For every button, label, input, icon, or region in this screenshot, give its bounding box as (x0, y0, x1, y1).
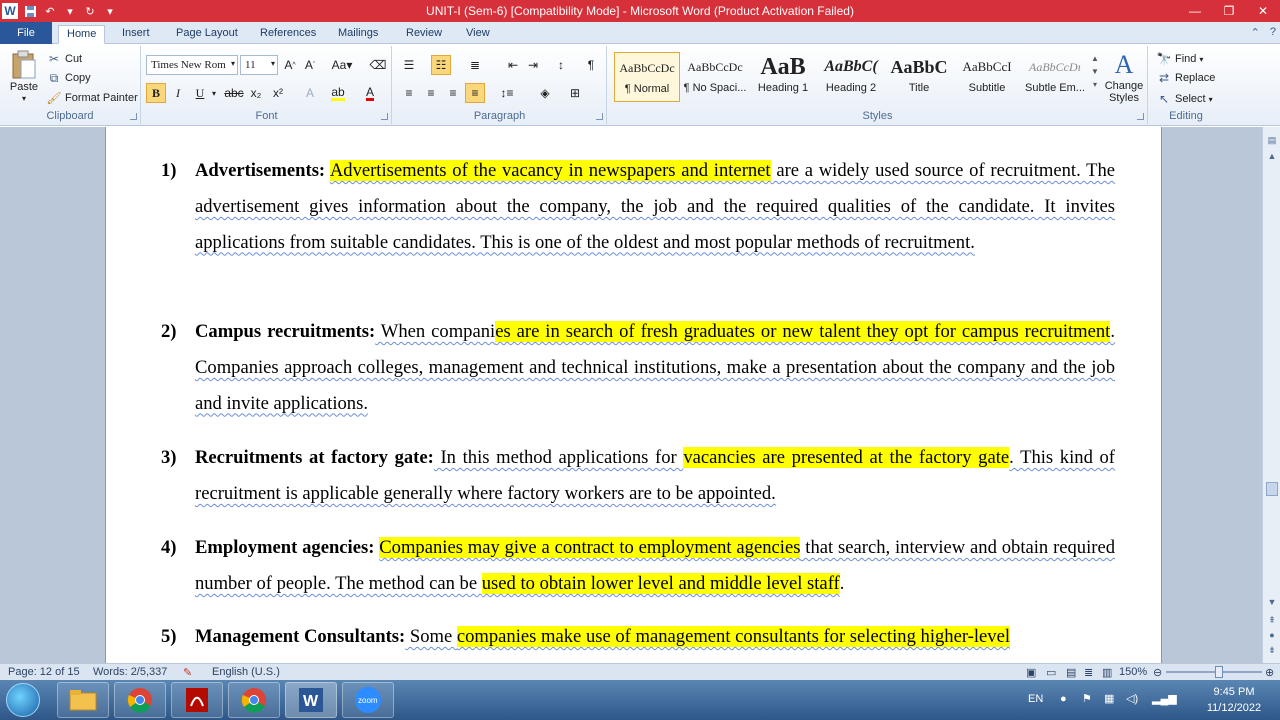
underline-button[interactable]: U (195, 85, 205, 100)
undo-dropdown-icon[interactable]: ▾ (67, 5, 73, 18)
paragraph-group (393, 46, 607, 124)
bullets-icon[interactable]: ☰ (403, 58, 415, 72)
item-heading: Advertisements: (195, 160, 326, 181)
tab-references[interactable]: References (260, 27, 317, 39)
tray-app-icon[interactable]: ● (1060, 693, 1067, 705)
zoom-slider-track[interactable] (1166, 671, 1262, 673)
shading-icon[interactable]: ◈ (540, 86, 550, 100)
language-indicator[interactable]: English (U.S.) (212, 666, 280, 678)
body-text: Some (405, 626, 457, 647)
style-heading-1[interactable]: AaB Heading 1 (757, 54, 809, 94)
tab-file[interactable]: File (0, 22, 52, 44)
window-title: UNIT-I (Sem-6) [Compatibility Mode] - Microsoft Word (Product Activation Failed) (426, 4, 854, 18)
item-heading: Management Consultants: (195, 626, 406, 647)
show-formatting-marks-icon[interactable]: ¶ (587, 58, 595, 72)
editing-group-label: Editing (1169, 110, 1203, 122)
ribbon-right-controls (1251, 26, 1276, 39)
close-icon[interactable]: ✕ (1257, 4, 1269, 18)
styles-launcher-icon[interactable] (1137, 113, 1144, 120)
system-tray (1020, 680, 1280, 720)
font-name-combobox[interactable]: Times New Rom ▾ (146, 55, 238, 75)
start-button-icon[interactable] (6, 683, 40, 717)
clock-date[interactable]: 11/12/2022 (1206, 702, 1262, 714)
body-text: . Companies approach colleges, management and technical institutions, make a presentation about the company and the job and invite applications. (195, 321, 1116, 414)
borders-icon[interactable]: ⊞ (569, 86, 581, 100)
window-controls (1178, 0, 1280, 22)
proofing-icon[interactable]: ✎ (183, 667, 193, 679)
ribbon (0, 44, 1280, 126)
select-button[interactable]: ↖ Select ▾ (1156, 91, 1213, 107)
font-group (142, 46, 392, 124)
svg-text:W: W (303, 693, 319, 710)
list-item[interactable]: 5) Management Consultants: Some companies make use of management consultants for selecting higher-level (161, 626, 1010, 647)
browse-object-icon[interactable]: ● (1269, 630, 1275, 640)
scroll-down-arrow-icon[interactable]: ▼ (1267, 597, 1277, 607)
zoom-app-icon[interactable] (342, 682, 394, 718)
tab-review[interactable]: Review (406, 27, 443, 39)
document-page[interactable] (105, 127, 1162, 663)
redo-icon[interactable]: ↻ (85, 5, 95, 18)
shrink-font-icon[interactable]: A ˇ (304, 58, 316, 72)
list-item[interactable]: 3) Recruitments at factory gate: In this method applications for vacancies are presented at the factory gate. This kind of recruitment is applicable generally where factory workers are to be appointed. (161, 447, 1115, 504)
status-bar (0, 663, 1280, 680)
next-page-icon[interactable]: ⇟ (1268, 645, 1276, 655)
list-item[interactable]: 1) Advertisements: Advertisements of the vacancy in newspapers and internet are a widely used source of recruitment. The advertisement gives information about the company, the job and the required qualities of the candidate. It invites applications from suitable candidates. This is one of the oldest and most popular methods of recruitment. (161, 160, 1116, 253)
binoculars-icon: 🔭 (1156, 52, 1172, 66)
list-item[interactable]: 2) Campus recruitments: When companies are in search of fresh graduates or new talent they opt for campus recruitment. Companies approach colleges, management and technical institutions, make a presentation about the company and the job and invite applications. (161, 321, 1116, 414)
clipboard-launcher-icon[interactable] (130, 113, 137, 120)
signal-icon[interactable]: ▂▄▆ (1152, 693, 1177, 705)
word-taskbar-icon[interactable] (285, 682, 337, 718)
scroll-thumb[interactable] (1266, 482, 1278, 496)
copy-icon: ⧉ (49, 70, 59, 85)
scroll-up-icon[interactable]: ▲ (1091, 54, 1099, 63)
cursor-icon: ↖ (1158, 92, 1170, 106)
replace-icon: ⇄ (1158, 71, 1170, 85)
body-text: When compani (375, 321, 496, 342)
format-painter-button[interactable]: 🖌 Format Painter (46, 91, 138, 105)
document-area (0, 127, 1262, 663)
font-launcher-icon[interactable] (381, 113, 388, 120)
bold-button[interactable]: B (146, 83, 166, 103)
flag-icon[interactable]: ⚑ (1082, 693, 1092, 705)
body-text: In this method applications for (433, 447, 684, 468)
cut-button[interactable]: ✂ Cut (46, 51, 82, 67)
style-subtitle[interactable]: AaBbCcI Subtitle (962, 59, 1012, 94)
item-heading: Recruitments at factory gate: (195, 447, 434, 468)
body-text: . (839, 572, 845, 594)
highlighted-text: es are in search of fresh graduates or new talent they opt for campus recruitment (495, 321, 1111, 342)
highlighted-text: companies make use of management consultants for selecting higher-level (456, 626, 1010, 647)
minimize-icon[interactable]: — (1189, 4, 1201, 18)
font-group-label: Font (255, 110, 278, 122)
chevron-down-icon: ▾ (230, 59, 235, 68)
clock-time[interactable]: 9:45 PM (1213, 686, 1255, 698)
paste-button[interactable]: Paste ▾ (6, 50, 42, 103)
body-text: . This kind of recruitment is applicable generally where factory workers are to be appointed. (195, 447, 1115, 504)
superscript-button[interactable]: x² (273, 86, 283, 100)
justify-icon[interactable]: ≡ (465, 83, 485, 103)
style-subtle-emphasis[interactable]: AaBbCcDı Subtle Em... (1025, 60, 1085, 94)
customize-qat-icon[interactable]: ▾ (107, 5, 113, 18)
clipboard-group-label: Clipboard (46, 110, 94, 122)
styles-scroll-controls[interactable] (1090, 54, 1100, 89)
scroll-down-icon[interactable]: ▼ (1091, 67, 1099, 76)
network-icon[interactable]: ▦ (1104, 693, 1115, 705)
style-normal[interactable]: AaBbCcDc ¶ Normal (614, 52, 680, 102)
ruler-toggle-icon[interactable]: ▤ (1267, 135, 1277, 145)
paintbrush-icon: 🖌 (46, 91, 62, 105)
zoom-in-icon[interactable]: ⊕ (1265, 667, 1275, 679)
numbering-icon[interactable]: ☷ (431, 55, 451, 75)
draft-view-icon[interactable]: ▥ (1102, 667, 1113, 679)
editing-group (1150, 46, 1222, 124)
underline-dropdown-icon[interactable]: ▾ (211, 88, 216, 98)
multilevel-list-icon[interactable]: ≣ (469, 58, 481, 72)
scroll-up-arrow-icon[interactable]: ▲ (1267, 151, 1277, 161)
list-item[interactable]: 4) Employment agencies: Companies may give a contract to employment agencies that search, interview and obtain required number of people. The method can be used to obtain lower level and middle level staff. (161, 537, 1116, 594)
italic-button[interactable]: I (176, 85, 180, 100)
replace-button[interactable]: ⇄ Replace (1156, 70, 1215, 86)
previous-page-icon[interactable]: ⇞ (1268, 615, 1276, 625)
subscript-button[interactable]: x₂ (250, 86, 262, 100)
web-layout-icon[interactable]: ▤ (1066, 667, 1077, 679)
paragraph-group-label: Paragraph (473, 110, 526, 122)
font-color-icon[interactable]: A (365, 84, 374, 99)
item-heading: Campus recruitments: (195, 321, 376, 342)
more-styles-icon[interactable]: ▾ (1092, 80, 1097, 89)
vertical-scrollbar[interactable] (1262, 127, 1280, 663)
find-button[interactable]: 🔭 Find ▾ (1156, 52, 1204, 66)
chevron-down-icon: ▾ (270, 59, 275, 68)
style-title[interactable]: AaBbC Title (890, 57, 948, 94)
print-layout-view-icon[interactable]: ▣ (1026, 667, 1037, 679)
tab-insert[interactable]: Insert (122, 27, 150, 39)
acrobat-icon[interactable] (171, 682, 223, 718)
windows-taskbar (0, 680, 1280, 720)
align-left-icon[interactable]: ≡ (405, 86, 413, 100)
clipboard-group (0, 46, 141, 124)
copy-button[interactable]: ⧉ Copy (46, 70, 91, 86)
highlight-color-icon[interactable]: ab (331, 84, 345, 99)
zoom-level[interactable]: 150% (1119, 666, 1148, 678)
tab-home[interactable]: Home (58, 25, 105, 44)
volume-icon[interactable]: ◁) (1126, 693, 1139, 705)
body-text: are a widely used source of recruitment. The advertisement gives information about the company, the job and the required qualities of the candidate. It invites applications from suitable candidates. This is one of the oldest and most popular methods of recruitment. (195, 160, 1116, 253)
strikethrough-button[interactable]: abc (224, 86, 244, 100)
zoom-slider-knob[interactable] (1215, 666, 1223, 678)
highlighted-text: Companies may give a contract to employment agencies (379, 537, 801, 558)
svg-text:zoom: zoom (358, 696, 378, 705)
style-heading-2[interactable]: AaBbC( Heading 2 (824, 58, 878, 94)
clear-formatting-icon[interactable]: ⌫ (369, 58, 387, 72)
decrease-indent-icon[interactable]: ⇤ (507, 58, 519, 72)
scissors-icon: ✂ (48, 52, 60, 66)
restore-icon[interactable]: ❐ (1223, 4, 1235, 18)
text-effects-icon[interactable]: A (305, 86, 314, 100)
ribbon-tabs (0, 22, 1280, 44)
tab-page-layout[interactable]: Page Layout (176, 27, 238, 39)
change-styles-button[interactable]: A Change Styles (1104, 50, 1144, 104)
change-case-icon[interactable]: Aa▾ (331, 58, 353, 72)
highlighted-text: used to obtain lower level and middle level staff (481, 572, 840, 594)
change-styles-icon: A (1114, 50, 1134, 79)
chrome-icon[interactable] (228, 682, 280, 718)
word-count[interactable]: Words: 2/5,337 (93, 666, 168, 678)
title-bar (0, 0, 1280, 22)
word-app-icon[interactable]: W (2, 3, 18, 19)
line-spacing-icon[interactable]: ↕≡ (500, 86, 514, 100)
styles-group-label: Styles (862, 110, 893, 122)
page-indicator[interactable]: Page: 12 of 15 (8, 666, 80, 678)
zoom-out-icon[interactable]: ⊖ (1153, 667, 1163, 679)
increase-indent-icon[interactable]: ⇥ (527, 58, 539, 72)
sort-icon[interactable]: ↕ (558, 58, 564, 72)
align-right-icon[interactable]: ≡ (449, 86, 457, 100)
chrome-icon[interactable] (114, 682, 166, 718)
help-icon[interactable]: ? (1269, 26, 1276, 38)
highlighted-text: Advertisements of the vacancy in newspapers and internet (329, 160, 771, 181)
align-center-icon[interactable]: ≡ (427, 86, 435, 100)
undo-icon[interactable]: ↶ (45, 5, 55, 18)
font-size-combobox[interactable]: 11 ▾ (240, 55, 278, 75)
highlighted-text: vacancies are presented at the factory gate (683, 447, 1010, 468)
paste-icon (10, 50, 38, 80)
body-text: that search, interview and obtain required number of people. The method can be (195, 537, 1116, 594)
file-explorer-icon[interactable] (57, 682, 109, 718)
paragraph-launcher-icon[interactable] (596, 113, 603, 120)
styles-group (608, 46, 1148, 124)
grow-font-icon[interactable]: A ^ (284, 58, 296, 72)
tab-view[interactable]: View (466, 27, 490, 39)
style-no-spacing[interactable]: AaBbCcDc ¶ No Spaci... (683, 60, 747, 94)
item-heading: Employment agencies: (195, 537, 375, 558)
tab-mailings[interactable]: Mailings (338, 27, 379, 39)
outline-view-icon[interactable]: ≣ (1084, 667, 1094, 679)
full-screen-reading-icon[interactable]: ▭ (1046, 667, 1057, 679)
minimize-ribbon-icon[interactable]: ⌃ (1250, 27, 1260, 39)
language-indicator-tray[interactable]: EN (1028, 693, 1044, 705)
